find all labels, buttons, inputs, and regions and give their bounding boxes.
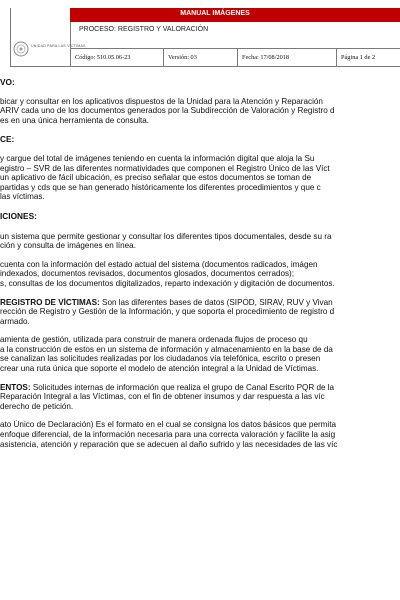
text-line: s, consultas de los documentos digitalizados, reparto indexación y digitación de documentos. (0, 278, 335, 288)
text-line: asistencia, atención y reparación que se adecuen al daño sufrido y las necesidades de las víc (0, 439, 338, 449)
text-line: amienta de gestión, utilizada para construir de manera ordenada flujos de proceso qu (0, 335, 308, 345)
text-line (0, 383, 400, 393)
text-line: un sistema que permite gestionar y consultar los diferentes tipos documentales, desde su ra (0, 231, 332, 241)
text-line: Reparación Integral a las Víctimas, con el fin de obtener insumos y dar respuesta a las víc (0, 392, 325, 402)
document-title: MANUAL IMÁGENES (180, 10, 250, 17)
text-line (0, 298, 400, 308)
text-line: a la construcción de estos en un sistema de información y almacenamiento en la base de da (0, 344, 333, 354)
definition-fud (0, 420, 400, 449)
text-line: armado. (0, 316, 30, 326)
definition-requerimientos (0, 383, 400, 412)
term-requerimientos: ENTOS: (0, 382, 31, 392)
text-line: ato Único de Declaración) Es el formato en el cual se consigna los datos básicos que permita (0, 420, 337, 430)
title-band (70, 8, 400, 22)
text-line: las víctimas. (0, 192, 45, 202)
alcance-heading: CE: (0, 134, 15, 145)
page-number: Página 1 de 2 (341, 54, 376, 61)
unidad-victimas-logo-icon (13, 41, 29, 57)
alcance-paragraph (0, 154, 400, 202)
process-row (70, 22, 400, 49)
definiciones-heading: ICIONES: (0, 210, 37, 221)
text-line: y cargue del total de imágenes teniendo en cuenta la información digital que aloja la Su (0, 153, 315, 163)
document-date: Fecha: 17/08/2018 (238, 49, 337, 66)
objetivo-heading: VO: (0, 77, 15, 87)
term-registro-victimas: REGISTRO DE VÍCTIMAS: (0, 297, 100, 307)
metadata-row (70, 49, 400, 67)
definition-estado (0, 260, 400, 289)
definition-sistema (0, 232, 400, 251)
text-line: ARIV cada uno de los documentos generados por la Subdirección de Valoración y Registro d (0, 106, 335, 116)
text-line: indexados, documentos revisados, documentos glosados, documentos cerrados); (0, 269, 295, 279)
document-code: Código: 510.05.06-23 (71, 49, 164, 66)
objetivo-paragraph (0, 97, 400, 126)
logo-cell (10, 8, 86, 67)
text-line: derecho de petición. (0, 401, 74, 411)
text-line: ción y consulta de imágenes en línea. (0, 241, 136, 251)
text-line: un aplicativo de fácil ubicación, es preciso señalar que estos documentos se toman de (0, 173, 312, 183)
document-version: Versión: 03 (164, 49, 238, 66)
text-line: cuenta con la información del estado actual del sistema (documentos radicados, imágen (0, 259, 318, 269)
text-line: es en una única herramienta de consulta. (0, 115, 150, 125)
text-line: enfoque diferencial, de la información necesaria para una correcta valoración y facilite la asig (0, 430, 336, 440)
text-line: se canalizan las solicitudes realizadas por los ciudadanos vía telefónica, escrito o presen (0, 354, 321, 364)
text-line: crear una ruta única que soporte el modelo de atención integral a la Unidad de Víctimas. (0, 364, 319, 374)
text-line: egistro – SVR de las diferentes normatividades que componen el Registro Único de las Víct (0, 163, 330, 173)
definition-text: Son las diferentes bases de datos (SIPOD, SIRAV, RUV y Vivan (99, 297, 333, 307)
text-line: partidas y cds que se han generado históricamente los diferentes procedimientos y que c (0, 182, 321, 192)
definition-registro-victimas (0, 298, 400, 327)
document-header (10, 8, 400, 68)
definition-herramienta (0, 335, 400, 373)
document-body (0, 78, 400, 449)
text-line: bicar y consultar en los aplicativos dispuestos de la Unidad para la Atención y Reparación (0, 96, 323, 106)
definition-text: Solicitudes internas de información que realiza el grupo de Canal Escrito PQR de la (30, 382, 335, 392)
text-line: rección de Registro y Gestión de la Información, y que soporta el procedimiento de registro d (0, 307, 335, 317)
process-label: PROCESO: REGISTRO Y VALORACIÓN (79, 26, 209, 33)
org-name: UNIDAD PARA LAS VÍCTIMAS (31, 44, 86, 48)
